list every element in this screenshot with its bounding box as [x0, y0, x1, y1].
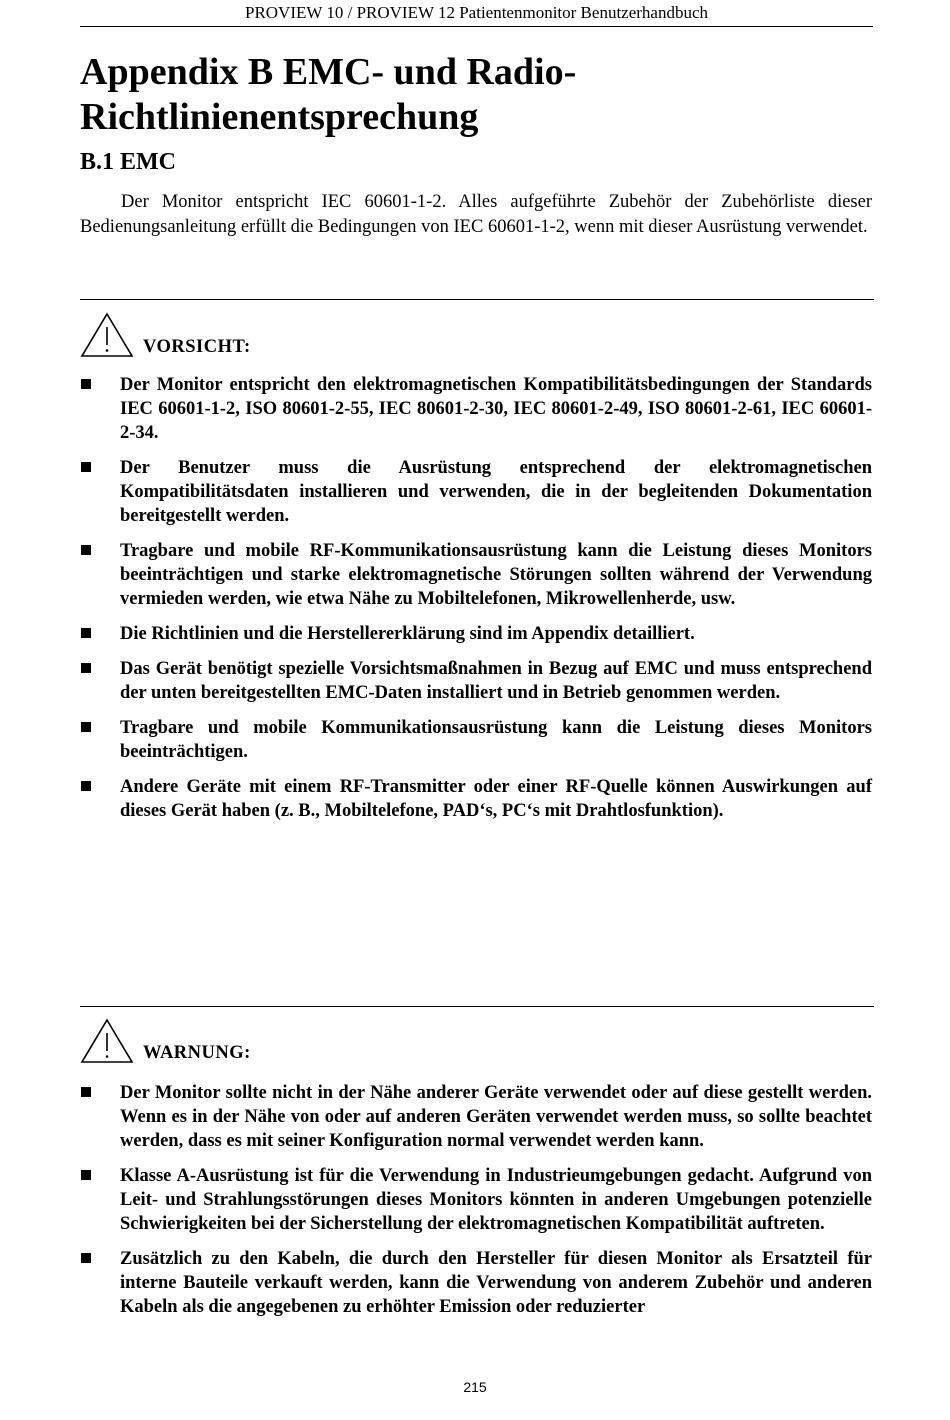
warning-triangle-icon — [80, 1018, 134, 1064]
list-item-text: Das Gerät benötigt spezielle Vorsichtsmaßnahmen in Bezug auf EMC und muss entsprechend der unten bereitgestellten EMC-Daten installiert und in Betrieb genommen werden. — [120, 659, 872, 703]
warning-label: WARNUNG: — [143, 1043, 251, 1063]
section-intro-paragraph: Der Monitor entspricht IEC 60601-1-2. Alles aufgeführte Zubehör der Zubehörliste dieser Bedienungsanleitung erfüllt die Bedingungen von IEC 60601-1-2, wenn mit dieser Ausrüstung verwendet. — [80, 192, 872, 237]
square-bullet-icon — [81, 1170, 91, 1180]
square-bullet-icon — [81, 462, 91, 472]
warning-top-divider — [80, 1006, 874, 1007]
square-bullet-icon — [81, 628, 91, 638]
list-item-text: Der Benutzer muss die Ausrüstung entsprechend der elektromagnetischen Kompatibilitätsdaten installieren und verwenden, die in der begleitenden Dokumentation bereitgestellt werden. — [120, 458, 872, 526]
page-number: 215 — [463, 1379, 487, 1395]
list-item — [80, 622, 872, 646]
warning-list — [80, 1081, 872, 1330]
square-bullet-icon — [81, 379, 91, 389]
list-item — [80, 539, 872, 611]
chapter-title: Appendix B EMC- und Radio-Richtlinienentsprechung — [80, 51, 577, 138]
list-item — [80, 1164, 872, 1236]
section-title: B.1 EMC — [80, 149, 176, 175]
square-bullet-icon — [81, 1253, 91, 1263]
list-item — [80, 1247, 872, 1319]
square-bullet-icon — [81, 545, 91, 555]
caution-label: VORSICHT: — [143, 337, 251, 357]
running-header — [80, 2, 873, 27]
square-bullet-icon — [81, 722, 91, 732]
caution-list — [80, 373, 872, 834]
list-item — [80, 657, 872, 705]
list-item — [80, 716, 872, 764]
square-bullet-icon — [81, 663, 91, 673]
list-item-text: Der Monitor entspricht den elektromagnetischen Kompatibilitätsbedingungen der Standards IEC 60601-1-2, ISO 80601-2-55, IEC 80601-2-30, IEC 80601-2-49, ISO 80601-2-61, IEC 60601-2-34. — [120, 375, 872, 443]
list-item-text: Die Richtlinien und die Herstellererklärung sind im Appendix detailliert. — [120, 624, 695, 644]
list-item — [80, 1081, 872, 1153]
list-item — [80, 373, 872, 445]
list-item-text: Der Monitor sollte nicht in der Nähe anderer Geräte verwendet oder auf diese gestellt werden. Wenn es in der Nähe von oder auf anderen Geräten verwendet werden muss, so sollte beachtet werden, dass es mit seiner Konfiguration normal verwendet werden kann. — [120, 1083, 872, 1151]
list-item — [80, 456, 872, 528]
list-item — [80, 775, 872, 823]
square-bullet-icon — [81, 1087, 91, 1097]
square-bullet-icon — [81, 781, 91, 791]
list-item-text: Andere Geräte mit einem RF-Transmitter oder einer RF-Quelle können Auswirkungen auf dieses Gerät haben (z. B., Mobiltelefone, PAD‘s, PC‘s mit Drahtlosfunktion). — [120, 777, 872, 821]
list-item-text: Tragbare und mobile RF-Kommunikationsausrüstung kann die Leistung dieses Monitors beeinträchtigen und starke elektromagnetische Störungen sollten während der Verwendung vermieden werden, wie etwa Nähe zu Mobiltelefonen, Mikrowellenherde, usw. — [120, 541, 872, 609]
warning-triangle-icon — [80, 312, 134, 358]
caution-top-divider — [80, 299, 874, 300]
list-item-text: Klasse A-Ausrüstung ist für die Verwendung in Industrieumgebungen gedacht. Aufgrund von Leit- und Strahlungsstörungen dieses Monitors könnten in anderen Umgebungen potenzielle Schwierigkeiten bei der Sicherstellung der elektromagnetischen Kompatibilität auftreten. — [120, 1166, 872, 1234]
list-item-text: Zusätzlich zu den Kabeln, die durch den Hersteller für diesen Monitor als Ersatzteil für interne Bauteile verkauft werden, kann die Verwendung von anderem Zubehör und anderen Kabeln als die angegebenen zu erhöhter Emission oder reduzierter — [120, 1249, 872, 1317]
list-item-text: Tragbare und mobile Kommunikationsausrüstung kann die Leistung dieses Monitors beeinträchtigen. — [120, 718, 872, 762]
running-header-text: PROVIEW 10 / PROVIEW 12 Patientenmonitor Benutzerhandbuch — [244, 3, 709, 22]
